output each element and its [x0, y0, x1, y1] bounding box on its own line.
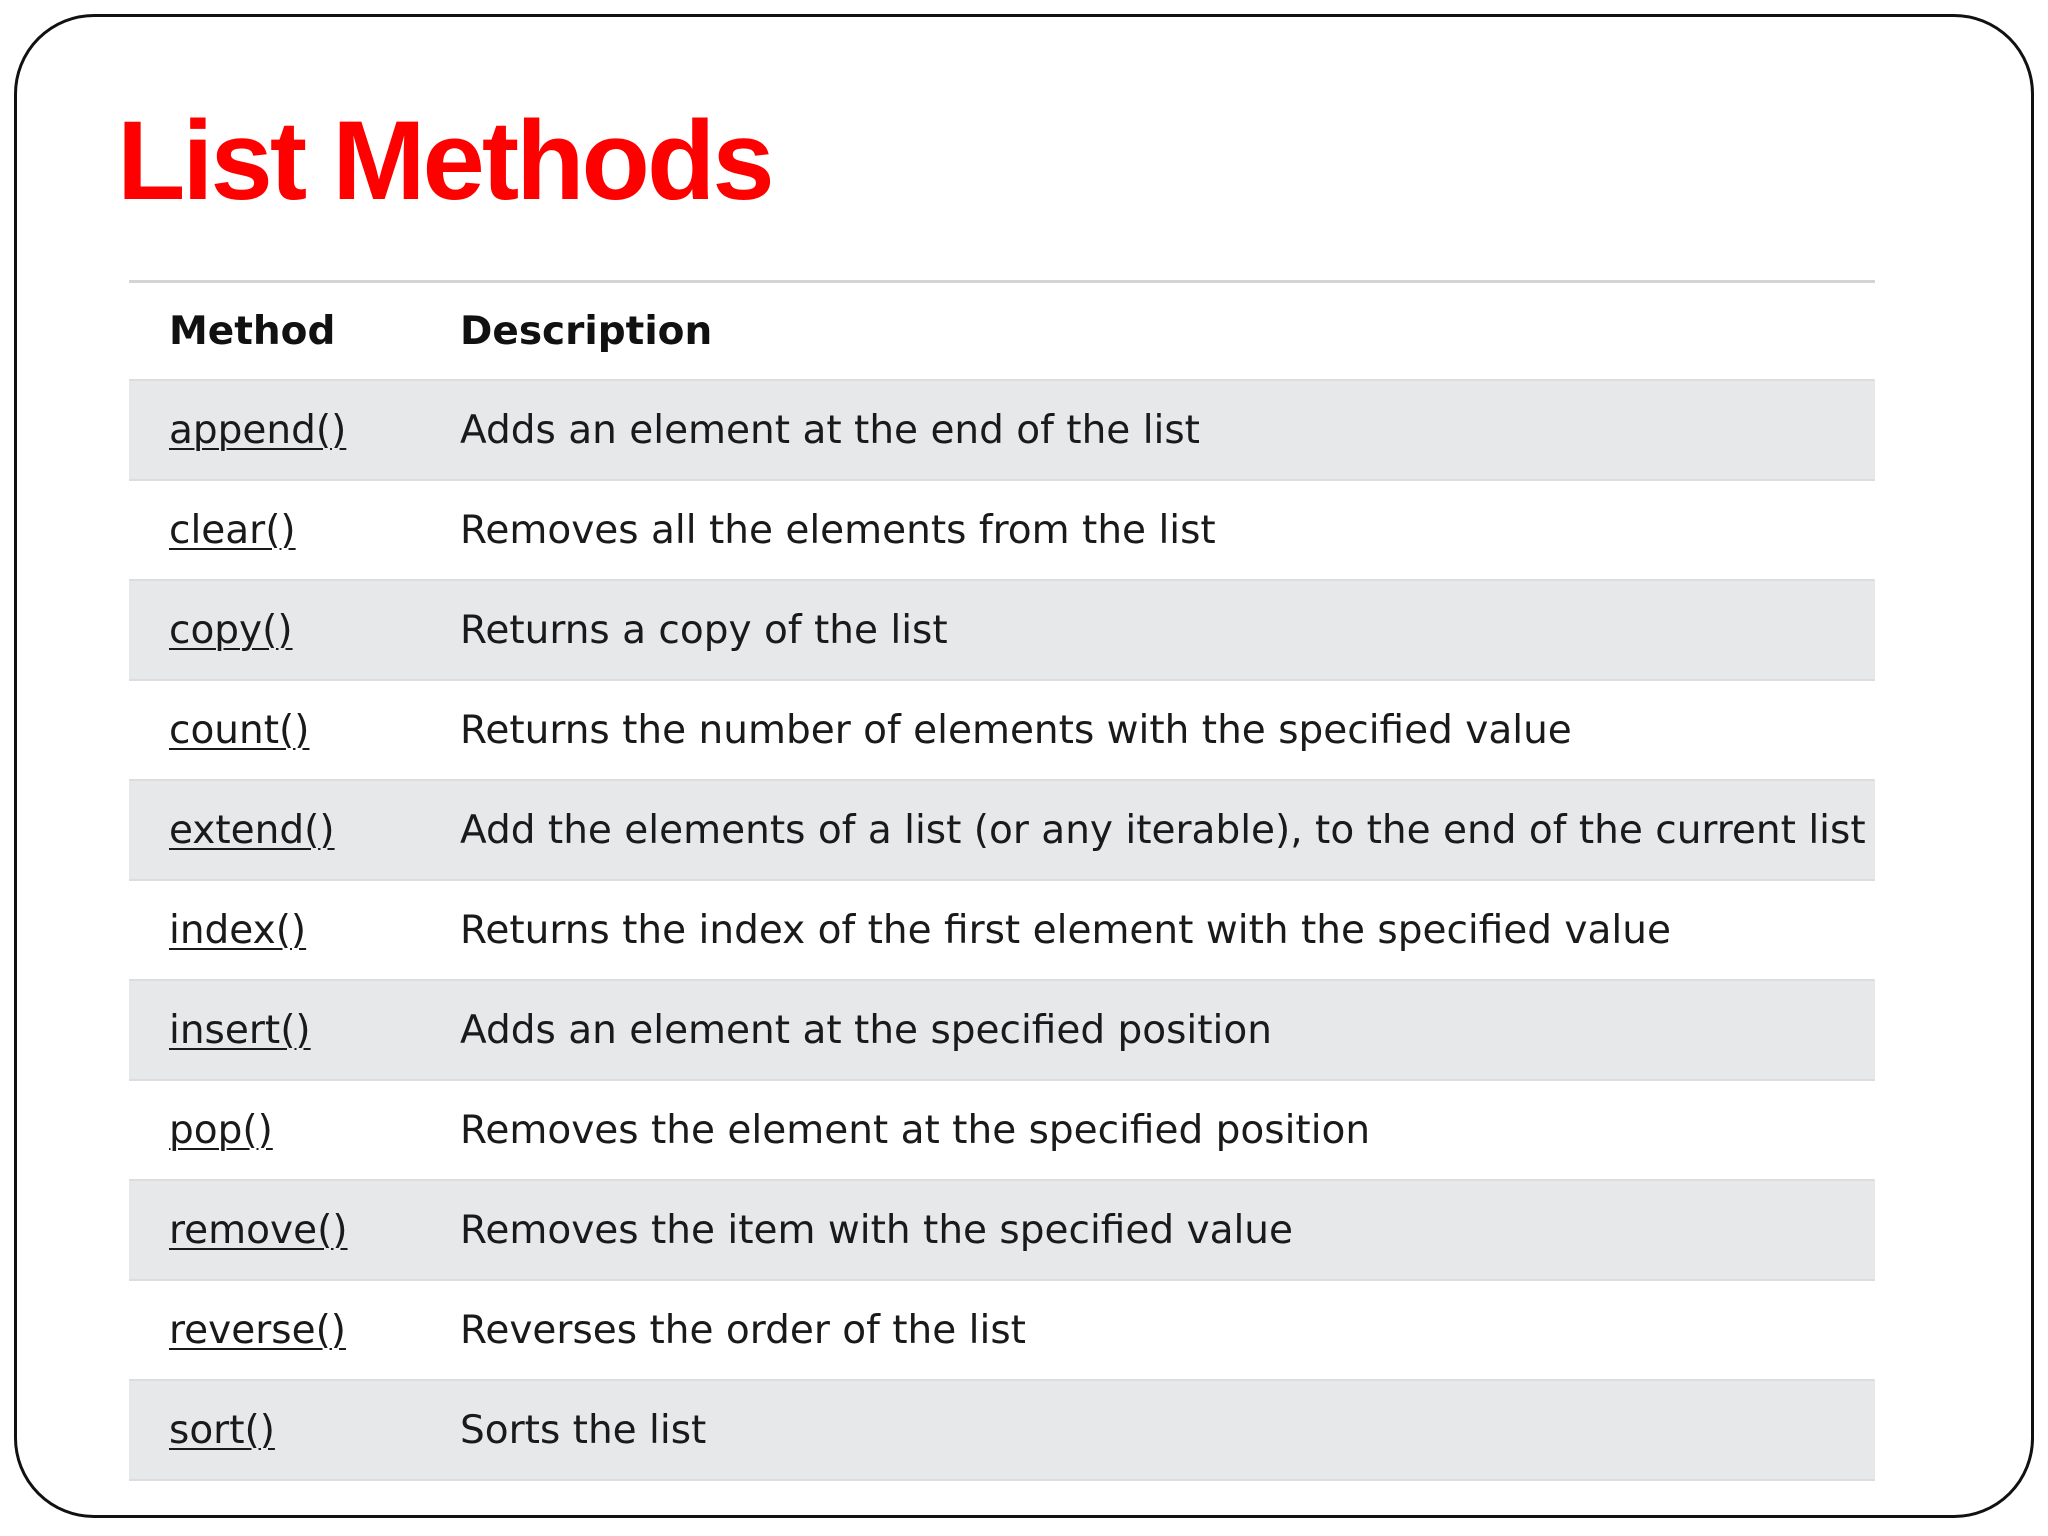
method-cell	[129, 380, 420, 480]
table-row	[129, 780, 1875, 880]
method-cell	[129, 480, 420, 580]
table-row	[129, 1080, 1875, 1180]
method-link-clear[interactable]: clear()	[169, 507, 296, 553]
method-cell	[129, 580, 420, 680]
method-link-extend[interactable]: extend()	[169, 807, 335, 853]
list-methods-table	[129, 280, 1875, 1481]
description-cell: Add the elements of a list (or any iterable), to the end of the current list	[420, 780, 1875, 880]
description-cell: Returns the index of the first element with the specified value	[420, 880, 1875, 980]
method-link-count[interactable]: count()	[169, 707, 310, 753]
header-description: Description	[460, 308, 713, 354]
description-cell: Removes the element at the specified position	[420, 1080, 1875, 1180]
description-cell: Adds an element at the end of the list	[420, 380, 1875, 480]
table-row	[129, 680, 1875, 780]
method-link-reverse[interactable]: reverse()	[169, 1307, 347, 1353]
method-cell	[129, 1280, 420, 1380]
method-cell	[129, 1080, 420, 1180]
method-link-index[interactable]: index()	[169, 907, 307, 953]
method-cell	[129, 980, 420, 1080]
table-header-row	[129, 282, 1875, 381]
table-row	[129, 1180, 1875, 1280]
description-cell: Adds an element at the specified position	[420, 980, 1875, 1080]
table-row	[129, 580, 1875, 680]
table-row	[129, 1380, 1875, 1480]
description-cell: Returns a copy of the list	[420, 580, 1875, 680]
method-cell	[129, 1180, 420, 1280]
description-cell: Removes all the elements from the list	[420, 480, 1875, 580]
method-link-sort[interactable]: sort()	[169, 1407, 275, 1453]
table-row	[129, 880, 1875, 980]
description-cell: Removes the item with the specified value	[420, 1180, 1875, 1280]
slide-frame	[14, 14, 2034, 1518]
method-cell	[129, 680, 420, 780]
slide-title: List Methods	[117, 98, 772, 223]
method-cell	[129, 780, 420, 880]
description-cell: Reverses the order of the list	[420, 1280, 1875, 1380]
method-link-pop[interactable]: pop()	[169, 1107, 273, 1153]
method-cell	[129, 880, 420, 980]
table-row	[129, 980, 1875, 1080]
table-row	[129, 480, 1875, 580]
table-row	[129, 380, 1875, 480]
method-cell	[129, 1380, 420, 1480]
description-cell: Sorts the list	[420, 1380, 1875, 1480]
method-link-remove[interactable]: remove()	[169, 1207, 348, 1253]
method-link-append[interactable]: append()	[169, 407, 347, 453]
method-link-insert[interactable]: insert()	[169, 1007, 311, 1053]
table-row	[129, 1280, 1875, 1380]
description-cell: Returns the number of elements with the specified value	[420, 680, 1875, 780]
method-link-copy[interactable]: copy()	[169, 607, 293, 653]
header-method: Method	[169, 308, 336, 354]
